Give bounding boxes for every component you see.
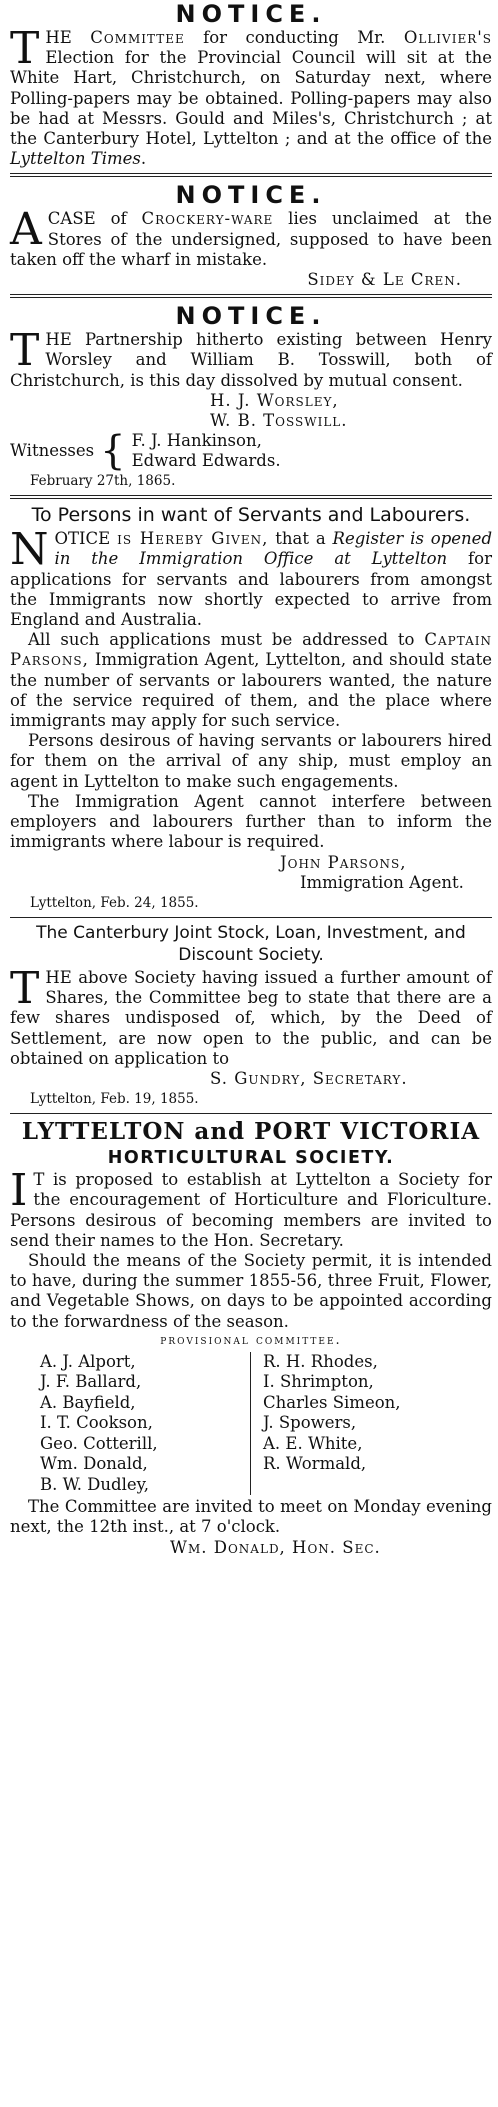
member: Charles Simeon, xyxy=(263,1392,401,1412)
notice-body: THE above Society having issued a further amount of Shares, the Committee beg to state that there are a few shares undisposed of, which, by the Deed of Settlement, are now open to the public, and can be obtained on application to xyxy=(10,962,492,1068)
society-subtitle: HORTICULTURAL SOCIETY. xyxy=(107,1148,395,1169)
member: B. W. Dudley, xyxy=(40,1474,150,1494)
meeting-note: The Committee are invited to meet on Monday evening next, the 12th inst., at 7 o'clock. xyxy=(10,1497,492,1537)
section-divider xyxy=(10,294,492,298)
section-divider xyxy=(10,495,492,499)
signature-2: W. B. Tosswill. xyxy=(210,411,348,431)
signature-title: Immigration Agent. xyxy=(300,872,464,892)
signature-1: H. J. Worsley, xyxy=(210,390,339,410)
notice-date: Lyttelton, Feb. 19, 1855. xyxy=(30,1091,199,1108)
notice-date: Lyttelton, Feb. 24, 1855. xyxy=(30,894,199,911)
member: J. Spowers, xyxy=(263,1413,357,1433)
witness-2: Edward Edwards. xyxy=(131,451,281,471)
notice-body: THE Partnership hitherto existing between Henry Worsley and William B. Tosswill, both of Christchurch, is this day dissolved by mutual consent. xyxy=(10,325,492,390)
drop-cap: T xyxy=(10,325,40,377)
notice-body: A CASE of Crockery-ware lies unclaimed at the Stores of the undersigned, supposed to have been taken off the wharf in mistake. xyxy=(10,204,492,269)
notice-title: To Persons in want of Servants and Labourers. xyxy=(31,504,471,527)
member: A. Bayfield, xyxy=(40,1392,136,1412)
drop-cap: I xyxy=(10,1165,28,1217)
notice-body: I T is proposed to establish at Lyttelton a Society for the encouragement of Horticulture and Floriculture. Persons desirous of becoming members are invited to send their names to the Hon. Secretary. Should the means of the Society permit, it is intended to have, during the summer 1855-56, three Fruit, Flower, and Vegetable Shows, on days to be appointed according to the forwardness of the season. xyxy=(10,1165,492,1331)
brace: { xyxy=(100,428,126,475)
section-divider xyxy=(10,1113,492,1114)
section-divider xyxy=(10,917,492,918)
signature: Wm. Donald, Hon. Sec. xyxy=(170,1537,381,1557)
notice-horticultural xyxy=(10,1118,492,1558)
notice-body: NOTICE is Hereby Given, that a Register is opened in the Immigration Office at Lyttelton for applications for servants and labourers from amongst the Immigrants now shortly expected to arrive from England and Australia. All such applications must be addressed to Captain Parsons, Immigration Agent, Lyttelton, and should state the number of servants or labourers wanted, the nature of the service required of them, and the place where immigrants may apply for such service. Persons desirous of having servants or labourers hired for them on the arrival of any ship, must employ an agent in Lyttelton to make such engagements. The Immigration Agent cannot interfere between employers and labourers further than to inform the immigrants where labour is required. xyxy=(10,524,493,852)
member: A. E. White, xyxy=(263,1433,363,1453)
notice-election-committee xyxy=(10,0,492,169)
drop-cap: N xyxy=(10,524,49,576)
member: J. F. Ballard, xyxy=(40,1372,142,1392)
member: A. J. Alport, xyxy=(40,1351,136,1371)
drop-cap: T xyxy=(10,962,40,1014)
member: R. H. Rhodes, xyxy=(263,1351,378,1371)
notice-joint-stock xyxy=(10,922,492,1109)
notice-servants xyxy=(10,503,492,913)
member: R. Wormald, xyxy=(263,1454,367,1474)
notice-crockery xyxy=(10,181,492,290)
notice-body: THE Committee for conducting Mr. Ollivier's Election for the Provincial Council will sit at the White Hart, Christchurch, on Saturday next, where Polling-papers may be obtained. Polling-papers may also be had at Messrs. Gould and Miles's, Christchurch ; at the Canterbury Hotel, Lyttelton ; and at the office of the Lyttelton Times. xyxy=(10,23,492,169)
witnesses-label: Witnesses xyxy=(10,441,95,461)
member: I. Shrimpton, xyxy=(263,1372,374,1392)
committee-label: provisional committee. xyxy=(160,1332,342,1348)
drop-cap: A xyxy=(10,204,42,256)
section-divider xyxy=(10,173,492,177)
signature: Sidey & Le Cren. xyxy=(307,270,462,290)
notice-heading: NOTICE. xyxy=(175,0,327,28)
notice-date: February 27th, 1865. xyxy=(30,473,176,490)
committee-list xyxy=(40,1352,492,1496)
member: Wm. Donald, xyxy=(40,1454,148,1474)
committee-column-left xyxy=(40,1352,250,1496)
signature-name: John Parsons, xyxy=(280,852,407,872)
member: I. T. Cookson, xyxy=(40,1413,153,1433)
witnesses xyxy=(10,428,492,475)
drop-cap: T xyxy=(10,23,40,74)
society-title: LYTTELTON and PORT VICTORIA xyxy=(21,1118,481,1146)
notice-title: The Canterbury Joint Stock, Loan, Investment, and Discount Society. xyxy=(36,922,466,965)
notice-partnership xyxy=(10,302,492,491)
notice-heading: NOTICE. xyxy=(175,302,327,331)
witness-1: F. J. Hankinson, xyxy=(131,431,262,451)
notice-heading: NOTICE. xyxy=(175,181,327,210)
member: Geo. Cotterill, xyxy=(40,1433,158,1453)
committee-column-right xyxy=(250,1352,473,1496)
signature: S. Gundry, Secretary. xyxy=(210,1068,408,1088)
